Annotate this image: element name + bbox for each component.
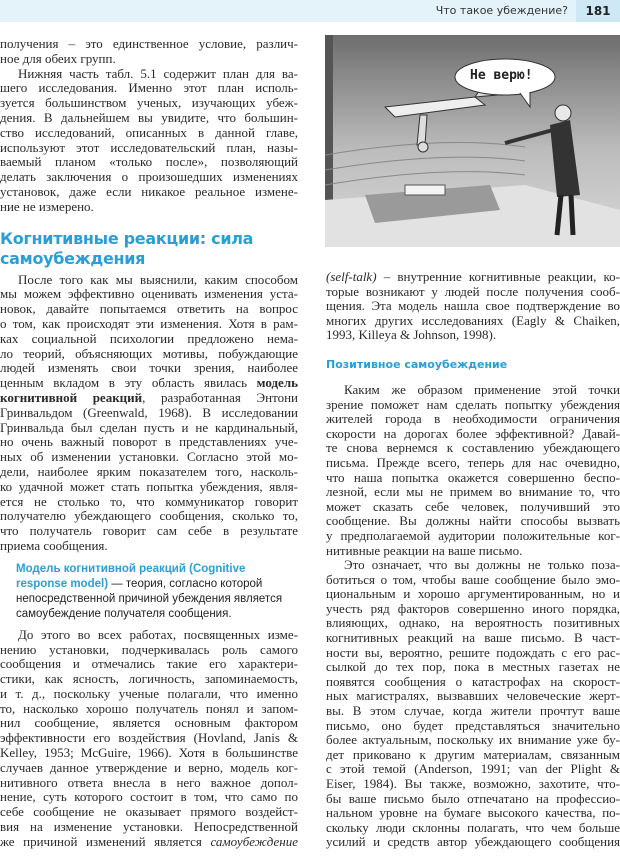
right-top-text: [326, 270, 620, 343]
text-line: стики, как ясность, логичность, запоминаемость,: [0, 672, 298, 687]
text-line: многих других исследованиях (Eagly & Chaiken,: [326, 313, 620, 328]
text-line: Каким же образом применение этой точки: [344, 382, 620, 397]
text-line: о том, как происходят эти изменения. Хотя в рам-: [0, 316, 298, 331]
text-line: эффективности его воздействия (Hovland, Janis &: [0, 731, 298, 746]
left-top-text: [0, 37, 298, 215]
text-line: может сказать себе человек, получивший это: [326, 499, 620, 514]
text-line: когнитивных реакций на ваше письмо. В част-: [326, 631, 620, 646]
text-line: нальном уровне на бумаге высокого качества, по-: [326, 806, 620, 821]
text-line: Нижняя часть табл. 5.1 содержит план для ва-: [18, 66, 298, 81]
text-line: получения – это единственное условие, различ-: [0, 37, 298, 51]
text-line: вия на изменение установки. Непосредственной: [0, 820, 298, 835]
term-definition-box: [16, 562, 292, 622]
text-line: Гринвальдом (Greenwald, 1968). В исследовании: [0, 405, 298, 420]
text-line: скорости на дорогах более эффективной? Давай-: [326, 426, 620, 441]
text-run: – внутренние когнитивные реакции, ко-: [376, 270, 620, 284]
text-line: зрение поможет нам сделать попытку убеждения: [326, 397, 620, 412]
text-line: что наша попытка окажется совершенно беспо-: [326, 470, 620, 485]
text-line: скольку люди склонны полагать, что чем больше: [326, 820, 620, 835]
text-line: Eiser, 1984). Вы также, возможно, захотите, что-: [326, 777, 620, 791]
text-line: ко удачной может стать попытка убеждения, явля-: [0, 479, 298, 494]
text-line: себе сообщение не оказывает прямого воздейст-: [0, 805, 298, 820]
text-line: дет приковано к другим материалам, связанным: [326, 747, 620, 762]
term-title: Модель когнитивной реакций (Cognitive response model): [16, 562, 246, 590]
text-line: лезной, если мы не примем во внимание то, что: [326, 485, 620, 500]
paragraph: [0, 273, 298, 554]
text-run: же причиной изменений является: [0, 834, 211, 849]
text-line: нение, суть которого состоит в том, что само по: [0, 790, 298, 805]
text-line: [0, 376, 298, 391]
text-line: [0, 835, 298, 850]
text-line: нению установки, подчеркивалась роль самого: [0, 642, 298, 657]
text-line: ности вы, вероятно, решите подождать с его рас-: [326, 645, 620, 660]
text-line: ных магистралях, вызвавших человеческие жерт-: [326, 689, 620, 704]
text-line: влияющих, однако, на вероятность позитивных: [326, 616, 620, 631]
right-main-text: [326, 383, 620, 850]
text-line: новок, давайте попытаемся ответить на вопрос: [0, 302, 298, 317]
bold-term: когнитивной реакций: [0, 390, 143, 405]
bold-term: модель: [256, 376, 298, 391]
text-line: ное для обеих групп.: [0, 51, 116, 66]
text-line: ло теорий, объясняющих мотивы, побуждающие: [0, 346, 298, 361]
italic-term: самоубеждение: [210, 834, 298, 849]
page-number: 181: [576, 0, 620, 22]
text-line: бы ваше письмо было отпечатано на профессио-: [326, 791, 620, 806]
text-line: ние не измерено.: [0, 199, 94, 214]
text-line: сылкой до тех пор, пока в местных газетах не: [326, 660, 620, 675]
text-line: установок, даже если никакое реальное измене-: [0, 184, 298, 199]
text-line: приема сообщения.: [0, 538, 108, 553]
text-line: людей изменять свои точки зрения, наиболее: [0, 361, 298, 376]
right-column: [326, 270, 620, 850]
text-line: появятся сообщения о катастрофах на скорост-: [326, 674, 620, 689]
text-line: ках социальной психологии предложено нема-: [0, 331, 298, 346]
text-line: ство исследований, описанных в данной главе,: [0, 125, 298, 140]
paragraph: [326, 558, 620, 850]
text-line: циональным и хорошо аргументированным, но и: [326, 587, 620, 602]
text-line: случаев данное утверждение и верно, модель ког-: [0, 760, 298, 775]
left-bottom-text: [0, 628, 298, 850]
text-run: , разработанная Энтони: [142, 390, 298, 405]
text-run: ценным вкладом в эту область явилась: [0, 376, 257, 391]
section-heading: [0, 229, 298, 269]
text-line: ботиться о том, чтобы ваше сообщение было эмо-: [326, 572, 620, 587]
paragraph: [326, 383, 620, 558]
text-line: 1993, Killeya & Johnson, 1998).: [326, 328, 497, 343]
text-line: мы можем эффективно оценивать изменения уста-: [0, 287, 298, 302]
paragraph: [326, 270, 620, 343]
text-line: и т. д., поскольку ученые полагали, что именно: [0, 686, 298, 701]
text-line: дели, наиболее ярким показателем того, насколь-: [0, 464, 298, 479]
italic-term: (self-talk): [326, 270, 377, 284]
text-line: сообщение. Вы должны найти способы вызвать: [326, 514, 620, 529]
text-line: у предполагаемой аудитории положительные ког-: [326, 528, 620, 543]
paragraph: [0, 67, 298, 215]
text-line: дения. В дальнейшем вы увидите, что большин-: [0, 110, 298, 125]
text-line: До этого во всех работах, посвященных изме-: [18, 627, 298, 642]
text-line: [0, 391, 298, 406]
left-middle-text: [0, 273, 298, 554]
text-line: торые возникают у людей после получения сооб-: [326, 284, 620, 299]
text-line: более актуальным, поскольку их внимание уже бу-: [326, 733, 620, 748]
term-definition: — теория, согласно которой непосредственной причиной убеждения является самоубеждение получателя сообщения.: [16, 577, 283, 620]
text-line: шего исследования. Именно этот план исполь-: [0, 81, 298, 96]
text-line: то, насколько хорошо получатель понял и запом-: [0, 701, 298, 716]
text-line: письма. Прежде всего, теперь для нас очевидно,: [326, 455, 620, 470]
cartoon-illustration: [325, 35, 620, 247]
speech-bubble-text: Не верю!: [470, 68, 533, 83]
text-line: усилий и средств автор убеждающего сообщения: [326, 835, 620, 850]
text-line: Это означает, что вы должны не только поза-: [344, 558, 620, 573]
left-column: [0, 37, 298, 850]
paragraph: [0, 628, 298, 850]
text-line: зуется большинством ученых, изучающих убеж-: [0, 96, 298, 111]
text-line: письмо, оно будет представляться значительно: [326, 718, 620, 733]
subsection-heading: Позитивное самоубеждение: [326, 357, 508, 371]
section-heading-line: самоубеждения: [0, 248, 146, 268]
text-line: с этой темой (Anderson, 1991; van der Plight &: [326, 762, 620, 777]
text-line: вы. В этом случае, когда жители прочтут ваше: [326, 704, 620, 719]
paragraph: [0, 37, 298, 67]
text-line: сообщения и отмечались такие его характери-: [0, 657, 298, 672]
text-line: учесть ряд факторов совершенно иного порядка,: [326, 601, 620, 616]
section-heading-line: Когнитивные реакции: сила: [0, 228, 254, 248]
text-line: нил сообщение, является основным фактором: [0, 716, 298, 731]
text-line: ных об изменении установки. Согласно этой мо-: [0, 450, 298, 465]
text-line: нитивные реакции на ваше письмо.: [326, 543, 523, 558]
text-line: ваемый планом «только после», позволяющий: [0, 155, 298, 170]
text-line: что получатель говорит сам себе в результате: [0, 524, 298, 539]
text-line: получателю убеждающего сообщения, сколько то,: [0, 509, 298, 524]
text-line: те снова вернемся к составлению убеждающего: [326, 441, 620, 456]
text-line: Kelley, 1953; McGuire, 1966). Хотя в большинстве: [0, 746, 298, 761]
text-line: жителей города в необходимости ограничения: [326, 412, 620, 427]
running-title: Что такое убеждение?: [435, 4, 568, 17]
text-line: нитивного ответа внесла в него важное допол-: [0, 775, 298, 790]
text-line: делать заключения о произошедших изменениях: [0, 170, 298, 185]
text-line: щения. Эта модель нашла свое подтверждение во: [326, 299, 620, 314]
text-line: ется не столько то, что коммуникатор говорит: [0, 494, 298, 509]
text-line: После того как мы выяснили, каким способом: [18, 272, 298, 287]
text-line: [326, 270, 620, 285]
text-line: используют этот исследовательский план, назы-: [0, 140, 298, 155]
running-header: [0, 0, 620, 22]
text-line: Гринвальда был сделан пусть и не кардинальный,: [0, 420, 298, 435]
text-line: но очень важный поворот в представлениях уче-: [0, 435, 298, 450]
